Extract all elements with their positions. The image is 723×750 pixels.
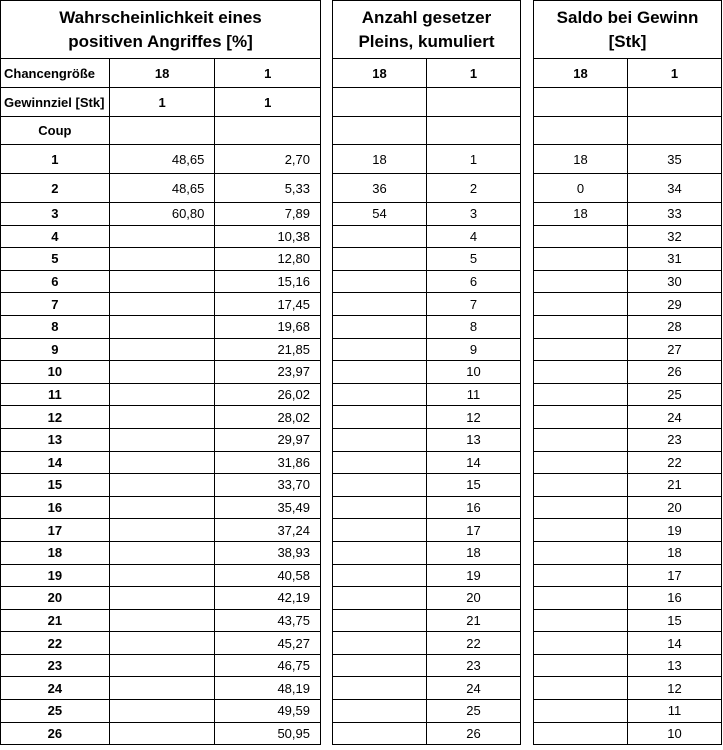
table-row: [534, 609, 722, 632]
balance-1-value: 29: [628, 293, 722, 316]
chance-1-header: 1: [215, 59, 321, 88]
probability-1-value: 10,38: [215, 225, 321, 248]
probability-18-value: [109, 654, 215, 677]
table-row: [534, 654, 722, 677]
plays-title: [333, 1, 521, 59]
plays-title-line1: Anzahl gesetzer: [361, 7, 492, 27]
probability-1-value: 31,86: [215, 451, 321, 474]
probability-1-value: 49,59: [215, 700, 321, 723]
probability-18-value: [109, 474, 215, 497]
plays-panel: [332, 0, 521, 749]
plays-18-value: [333, 293, 427, 316]
probability-title-line2: positiven Angriffes [%]: [68, 31, 253, 51]
balance-18-value: [534, 315, 628, 338]
table-row: [1, 677, 321, 700]
table-row: [534, 270, 722, 293]
table-row: [333, 496, 521, 519]
balance-1-value: 26: [628, 361, 722, 384]
probability-1-value: 42,19: [215, 587, 321, 610]
table-row: [333, 428, 521, 451]
table-row: [1, 203, 321, 226]
balance-1-value: 17: [628, 564, 722, 587]
probability-1-value: 40,58: [215, 564, 321, 587]
probability-18-value: [109, 609, 215, 632]
table-row: [1, 451, 321, 474]
plays-18-value: [333, 338, 427, 361]
table-row: [534, 519, 722, 542]
coup-number: 13: [1, 428, 110, 451]
balance-18-value: [534, 677, 628, 700]
probability-title: [1, 1, 321, 59]
balance-18-value: [534, 338, 628, 361]
plays-1-value: 20: [427, 587, 521, 610]
balance-18-value: [534, 722, 628, 745]
balance-18-value: [534, 700, 628, 723]
table-row: [1, 406, 321, 429]
plays-1-value: 2: [427, 174, 521, 203]
table-row: [534, 225, 722, 248]
table-row: [333, 541, 521, 564]
table-row: [534, 677, 722, 700]
table-row: [534, 315, 722, 338]
probability-18-value: [109, 722, 215, 745]
balance-18-value: [534, 293, 628, 316]
plays-1-value: 13: [427, 428, 521, 451]
balance-18-value: [534, 564, 628, 587]
plays-18-value: 36: [333, 174, 427, 203]
empty-cell: [534, 88, 628, 117]
balance-18-value: [534, 609, 628, 632]
plays-18-value: [333, 225, 427, 248]
probability-18-value: [109, 383, 215, 406]
table-row: [1, 270, 321, 293]
table-row: [333, 270, 521, 293]
table-row: [1, 174, 321, 203]
plays-1-value: 22: [427, 632, 521, 655]
table-row: [333, 383, 521, 406]
table-row: [333, 519, 521, 542]
table-row: [333, 632, 521, 655]
table-row: [333, 145, 521, 174]
probability-18-value: [109, 677, 215, 700]
balance-18-value: [534, 428, 628, 451]
empty-cell: [628, 117, 722, 145]
plays-1-value: 1: [427, 145, 521, 174]
balance-panel: [533, 0, 722, 749]
plays-1-value: 3: [427, 203, 521, 226]
plays-1-value: 26: [427, 722, 521, 745]
probability-18-value: [109, 587, 215, 610]
win-goal-label: Gewinnziel [Stk]: [1, 88, 110, 117]
plays-18-value: [333, 609, 427, 632]
table-row: [534, 541, 722, 564]
probability-18-value: [109, 519, 215, 542]
balance-1-value: 33: [628, 203, 722, 226]
balance-1-value: 25: [628, 383, 722, 406]
coup-number: 22: [1, 632, 110, 655]
table-row: [333, 564, 521, 587]
plays-18-value: [333, 722, 427, 745]
balance-18-value: [534, 496, 628, 519]
coup-number: 2: [1, 174, 110, 203]
plays-1-value: 11: [427, 383, 521, 406]
plays-18-value: [333, 270, 427, 293]
plays-18-value: 18: [333, 145, 427, 174]
table-row: [534, 338, 722, 361]
table-row: [534, 406, 722, 429]
table-row: [1, 428, 321, 451]
table-row: [333, 174, 521, 203]
table-row: [1, 248, 321, 271]
table-row: [534, 361, 722, 384]
probability-18-value: [109, 293, 215, 316]
table-row: [534, 722, 722, 745]
empty-cell: [215, 117, 321, 145]
plays-1-value: 5: [427, 248, 521, 271]
coup-number: 1: [1, 145, 110, 174]
probability-18-value: [109, 270, 215, 293]
balance-1-value: 28: [628, 315, 722, 338]
win-goal-18: 1: [109, 88, 215, 117]
balance-18-value: 18: [534, 203, 628, 226]
balance-18-value: [534, 451, 628, 474]
plays-18-value: [333, 474, 427, 497]
table-row: [333, 248, 521, 271]
table-row: [534, 145, 722, 174]
probability-1-value: 45,27: [215, 632, 321, 655]
table-row: [333, 451, 521, 474]
table-row: [333, 587, 521, 610]
table-row: [534, 174, 722, 203]
table-row: [534, 293, 722, 316]
probability-1-value: 48,19: [215, 677, 321, 700]
balance-18-value: [534, 225, 628, 248]
coup-number: 16: [1, 496, 110, 519]
coup-number: 15: [1, 474, 110, 497]
table-row: [534, 632, 722, 655]
table-row: [333, 677, 521, 700]
probability-18-value: [109, 428, 215, 451]
probability-panel: [0, 0, 321, 749]
plays-18-value: [333, 700, 427, 723]
table-row: [534, 496, 722, 519]
table-row: [1, 338, 321, 361]
balance-18-value: [534, 406, 628, 429]
table-row: [534, 700, 722, 723]
probability-18-value: [109, 564, 215, 587]
plays-1-value: 24: [427, 677, 521, 700]
empty-cell: [534, 117, 628, 145]
coup-number: 20: [1, 587, 110, 610]
balance-1-value: 27: [628, 338, 722, 361]
plays-1-value: 7: [427, 293, 521, 316]
balance-1-value: 35: [628, 145, 722, 174]
balance-18-value: 18: [534, 145, 628, 174]
balance-18-value: [534, 270, 628, 293]
probability-18-value: [109, 225, 215, 248]
coup-number: 21: [1, 609, 110, 632]
balance-1-value: 11: [628, 700, 722, 723]
plays-table: [332, 0, 521, 745]
plays-1-value: 4: [427, 225, 521, 248]
plays-1-value: 9: [427, 338, 521, 361]
table-row: [1, 722, 321, 745]
balance-1-value: 31: [628, 248, 722, 271]
table-row: [1, 541, 321, 564]
balance-1-value: 24: [628, 406, 722, 429]
coup-number: 26: [1, 722, 110, 745]
probability-1-value: 28,02: [215, 406, 321, 429]
table-row: [333, 203, 521, 226]
probability-18-value: [109, 406, 215, 429]
balance-1-value: 18: [628, 541, 722, 564]
probability-18-value: [109, 632, 215, 655]
balance-1-value: 32: [628, 225, 722, 248]
balance-table: [533, 0, 722, 745]
balance-18-value: [534, 248, 628, 271]
balance-1-value: 20: [628, 496, 722, 519]
coup-number: 4: [1, 225, 110, 248]
probability-18-value: [109, 496, 215, 519]
empty-cell: [628, 88, 722, 117]
plays-18-value: [333, 541, 427, 564]
table-row: [333, 406, 521, 429]
balance-18-value: [534, 654, 628, 677]
table-row: [1, 564, 321, 587]
plays-1-value: 15: [427, 474, 521, 497]
probability-1-value: 17,45: [215, 293, 321, 316]
table-row: [333, 293, 521, 316]
probability-18-value: [109, 541, 215, 564]
table-row: [1, 145, 321, 174]
plays-1-value: 14: [427, 451, 521, 474]
coup-number: 12: [1, 406, 110, 429]
balance-title-line1: Saldo bei Gewinn: [556, 7, 699, 27]
empty-cell: [333, 117, 427, 145]
plays-1-value: 12: [427, 406, 521, 429]
balance-1-value: 23: [628, 428, 722, 451]
plays-1-value: 18: [427, 541, 521, 564]
plays-18-value: [333, 315, 427, 338]
plays-18-value: [333, 383, 427, 406]
balance-1-value: 34: [628, 174, 722, 203]
table-row: [333, 361, 521, 384]
table-row: [1, 474, 321, 497]
coup-number: 24: [1, 677, 110, 700]
probability-1-value: 12,80: [215, 248, 321, 271]
win-goal-1: 1: [215, 88, 321, 117]
probability-1-value: 15,16: [215, 270, 321, 293]
plays-title-line2: Pleins, kumuliert: [358, 31, 495, 51]
plays-1-value: 10: [427, 361, 521, 384]
coup-number: 17: [1, 519, 110, 542]
plays-1-value: 17: [427, 519, 521, 542]
empty-cell: [109, 117, 215, 145]
probability-1-value: 21,85: [215, 338, 321, 361]
probability-title-line1: Wahrscheinlichkeit eines: [59, 7, 262, 27]
plays-18-value: [333, 654, 427, 677]
coup-number: 5: [1, 248, 110, 271]
empty-cell: [427, 117, 521, 145]
table-row: [1, 225, 321, 248]
balance-1-value: 15: [628, 609, 722, 632]
table-row: [333, 315, 521, 338]
table-row: [534, 451, 722, 474]
plays-18-value: [333, 248, 427, 271]
balance-1-header: 1: [628, 59, 722, 88]
probability-1-value: 33,70: [215, 474, 321, 497]
balance-18-value: [534, 383, 628, 406]
chance-18-header: 18: [109, 59, 215, 88]
probability-1-value: 29,97: [215, 428, 321, 451]
balance-1-value: 12: [628, 677, 722, 700]
plays-1-value: 21: [427, 609, 521, 632]
coup-label: Coup: [1, 117, 110, 145]
plays-18-value: [333, 632, 427, 655]
table-row: [534, 428, 722, 451]
table-row: [333, 474, 521, 497]
table-row: [1, 383, 321, 406]
balance-18-value: [534, 474, 628, 497]
balance-18-value: 0: [534, 174, 628, 203]
plays-18-value: [333, 564, 427, 587]
table-row: [1, 609, 321, 632]
probability-18-value: 48,65: [109, 145, 215, 174]
table-row: [1, 632, 321, 655]
probability-18-value: 48,65: [109, 174, 215, 203]
table-row: [333, 700, 521, 723]
probability-1-value: 5,33: [215, 174, 321, 203]
table-row: [1, 700, 321, 723]
probability-1-value: 26,02: [215, 383, 321, 406]
balance-18-value: [534, 519, 628, 542]
table-row: [333, 338, 521, 361]
probability-18-value: [109, 338, 215, 361]
coup-number: 19: [1, 564, 110, 587]
coup-number: 10: [1, 361, 110, 384]
table-row: [1, 587, 321, 610]
probability-1-value: 19,68: [215, 315, 321, 338]
balance-18-header: 18: [534, 59, 628, 88]
probability-1-value: 46,75: [215, 654, 321, 677]
probability-1-value: 43,75: [215, 609, 321, 632]
balance-1-value: 14: [628, 632, 722, 655]
balance-18-value: [534, 361, 628, 384]
table-row: [333, 609, 521, 632]
probability-1-value: 37,24: [215, 519, 321, 542]
plays-18-value: [333, 406, 427, 429]
coup-number: 3: [1, 203, 110, 226]
plays-1-value: 6: [427, 270, 521, 293]
table-row: [333, 722, 521, 745]
balance-1-value: 16: [628, 587, 722, 610]
table-row: [1, 293, 321, 316]
plays-18-value: [333, 428, 427, 451]
probability-18-value: [109, 451, 215, 474]
plays-18-value: [333, 677, 427, 700]
table-row: [534, 383, 722, 406]
coup-number: 9: [1, 338, 110, 361]
table-row: [534, 587, 722, 610]
coup-number: 8: [1, 315, 110, 338]
plays-1-value: 8: [427, 315, 521, 338]
probability-1-value: 7,89: [215, 203, 321, 226]
balance-1-value: 10: [628, 722, 722, 745]
chance-size-label: Chancengröße: [1, 59, 110, 88]
plays-18-value: [333, 587, 427, 610]
table-row: [1, 361, 321, 384]
probability-18-value: [109, 248, 215, 271]
table-row: [1, 654, 321, 677]
plays-1-value: 16: [427, 496, 521, 519]
plays-1-value: 25: [427, 700, 521, 723]
plays-18-header: 18: [333, 59, 427, 88]
table-row: [1, 315, 321, 338]
balance-1-value: 30: [628, 270, 722, 293]
probability-1-value: 23,97: [215, 361, 321, 384]
plays-18-value: 54: [333, 203, 427, 226]
coup-number: 11: [1, 383, 110, 406]
coup-number: 7: [1, 293, 110, 316]
coup-number: 25: [1, 700, 110, 723]
coup-number: 6: [1, 270, 110, 293]
probability-18-value: [109, 315, 215, 338]
table-row: [534, 203, 722, 226]
table-row: [1, 496, 321, 519]
balance-1-value: 13: [628, 654, 722, 677]
table-row: [333, 225, 521, 248]
table-row: [534, 564, 722, 587]
balance-1-value: 22: [628, 451, 722, 474]
balance-title-line2: [Stk]: [608, 31, 647, 51]
plays-18-value: [333, 496, 427, 519]
balance-18-value: [534, 587, 628, 610]
probability-1-value: 35,49: [215, 496, 321, 519]
balance-1-value: 19: [628, 519, 722, 542]
coup-number: 18: [1, 541, 110, 564]
coup-number: 14: [1, 451, 110, 474]
table-row: [534, 248, 722, 271]
table-row: [1, 519, 321, 542]
coup-number: 23: [1, 654, 110, 677]
empty-cell: [427, 88, 521, 117]
probability-18-value: 60,80: [109, 203, 215, 226]
table-row: [534, 474, 722, 497]
plays-1-value: 23: [427, 654, 521, 677]
probability-1-value: 50,95: [215, 722, 321, 745]
balance-18-value: [534, 541, 628, 564]
probability-1-value: 2,70: [215, 145, 321, 174]
plays-18-value: [333, 451, 427, 474]
balance-18-value: [534, 632, 628, 655]
probability-18-value: [109, 700, 215, 723]
empty-cell: [333, 88, 427, 117]
table-row: [333, 654, 521, 677]
probability-table: [0, 0, 321, 745]
probability-18-value: [109, 361, 215, 384]
balance-title: [534, 1, 722, 59]
probability-1-value: 38,93: [215, 541, 321, 564]
plays-1-value: 19: [427, 564, 521, 587]
balance-1-value: 21: [628, 474, 722, 497]
plays-18-value: [333, 519, 427, 542]
plays-1-header: 1: [427, 59, 521, 88]
plays-18-value: [333, 361, 427, 384]
